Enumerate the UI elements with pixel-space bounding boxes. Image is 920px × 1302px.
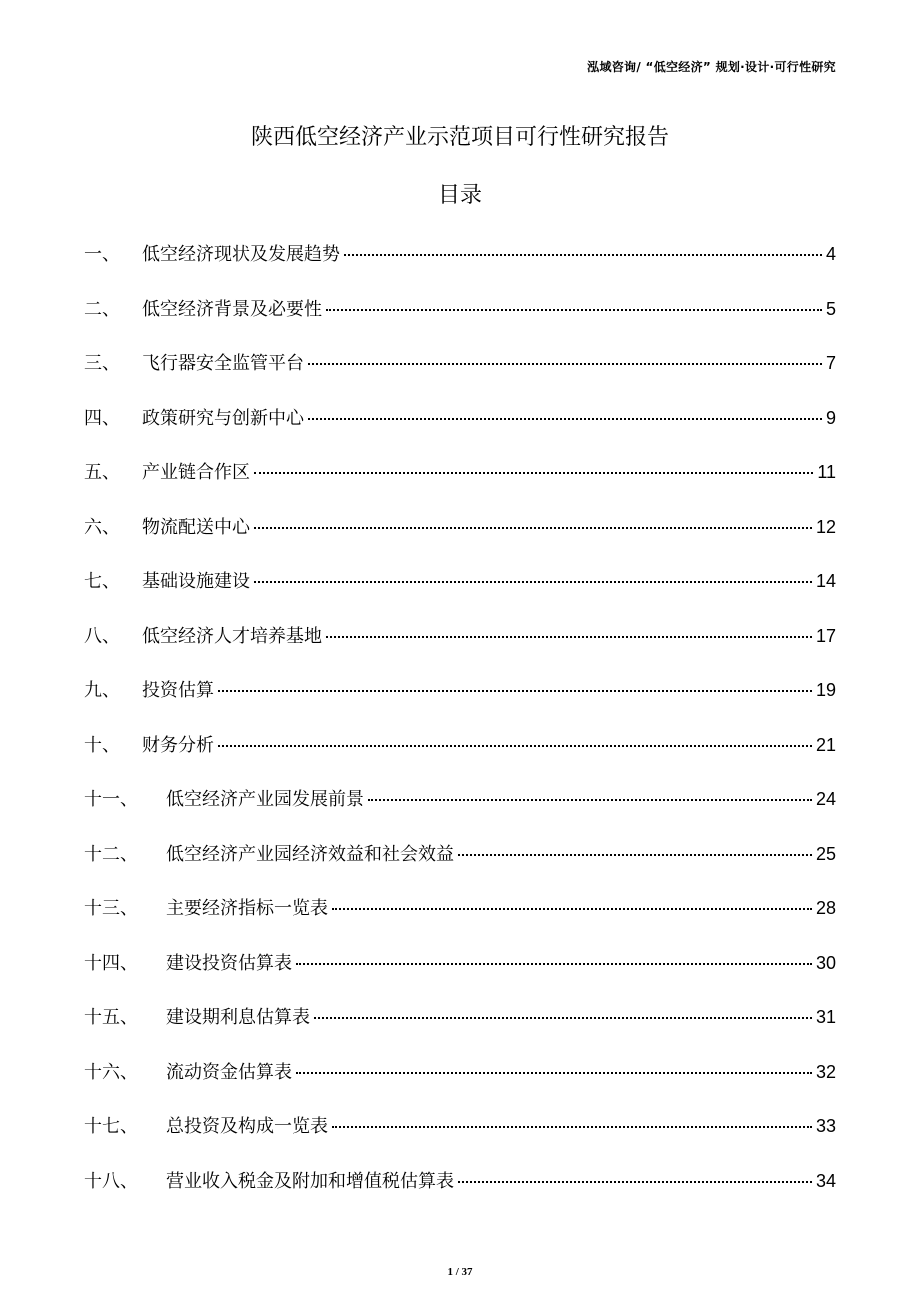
toc-entry-number: 十、 (84, 734, 120, 756)
toc-entry-page-number: 5 (825, 298, 836, 319)
toc-dot-leader (332, 908, 812, 910)
toc-dot-leader (458, 854, 812, 856)
toc-dot-leader (326, 309, 822, 311)
toc-entry-number: 一、 (84, 244, 120, 265)
toc-entry-page-number: 33 (815, 1116, 836, 1136)
toc-entry[interactable] (84, 513, 836, 568)
toc-entry[interactable] (84, 404, 836, 459)
toc-entry-label: 流动资金估算表 (166, 1061, 292, 1083)
toc-entry-number: 十四、 (84, 952, 138, 974)
toc-entry-page-number: 25 (815, 843, 836, 864)
toc-entry-page-number: 17 (815, 625, 836, 646)
toc-entry-page-number: 9 (825, 407, 836, 428)
toc-entry[interactable] (84, 785, 836, 840)
toc-dot-leader (332, 1126, 812, 1128)
toc-dot-leader (218, 690, 812, 692)
toc-entry-label: 低空经济产业园发展前景 (166, 789, 364, 810)
toc-dot-leader (326, 636, 812, 638)
toc-entry[interactable] (84, 567, 836, 622)
toc-entry[interactable] (84, 1112, 836, 1167)
toc-entry-label: 产业链合作区 (142, 462, 250, 483)
toc-entry-page-number: 34 (815, 1170, 836, 1191)
toc-entry-number: 二、 (84, 298, 120, 320)
toc-entry-number: 七、 (84, 571, 120, 592)
toc-entry-label: 低空经济背景及必要性 (142, 298, 322, 320)
toc-dot-leader (296, 1072, 812, 1074)
toc-entry-number: 十六、 (84, 1061, 138, 1083)
toc-entry[interactable] (84, 676, 836, 731)
toc-entry[interactable] (84, 949, 836, 1004)
toc-entry-label: 总投资及构成一览表 (166, 1116, 328, 1137)
toc-entry-label: 物流配送中心 (142, 516, 250, 538)
toc-entry-page-number: 32 (815, 1061, 836, 1082)
toc-entry[interactable] (84, 1167, 836, 1222)
toc-entry-label: 低空经济产业园经济效益和社会效益 (166, 843, 454, 865)
toc-entry-page-number: 28 (815, 898, 836, 918)
toc-entry-label: 低空经济人才培养基地 (142, 625, 322, 647)
toc-entry-number: 十七、 (84, 1116, 138, 1137)
toc-dot-leader (458, 1181, 812, 1183)
toc-dot-leader (368, 799, 812, 801)
toc-entry[interactable] (84, 240, 836, 295)
toc-entry-label: 飞行器安全监管平台 (142, 353, 304, 374)
toc-entry-number: 六、 (84, 516, 120, 538)
toc-entry-label: 基础设施建设 (142, 571, 250, 592)
toc-entry-number: 九、 (84, 680, 120, 701)
toc-entry[interactable] (84, 622, 836, 677)
toc-entry-page-number: 30 (815, 952, 836, 973)
toc-entry-page-number: 21 (815, 734, 836, 755)
table-of-contents (84, 240, 836, 1221)
toc-entry-label: 财务分析 (142, 734, 214, 756)
toc-entry-page-number: 11 (817, 462, 836, 482)
toc-dot-leader (218, 745, 812, 747)
toc-dot-leader (296, 963, 812, 965)
toc-entry-label: 营业收入税金及附加和增值税估算表 (166, 1170, 454, 1192)
toc-dot-leader (254, 472, 813, 474)
toc-entry[interactable] (84, 840, 836, 895)
toc-entry-label: 建设期利息估算表 (166, 1007, 310, 1028)
toc-dot-leader (254, 581, 812, 583)
toc-entry[interactable] (84, 349, 836, 404)
toc-entry-label: 政策研究与创新中心 (142, 407, 304, 429)
toc-entry-label: 建设投资估算表 (166, 952, 292, 974)
toc-dot-leader (314, 1017, 812, 1019)
toc-entry-number: 十一、 (84, 789, 138, 810)
toc-entry-number: 十八、 (84, 1170, 138, 1192)
toc-heading: 目录 (437, 183, 482, 208)
page-header: 泓域咨询/ “低空经济” 规划·设计·可行性研究 (587, 60, 836, 74)
toc-entry-label: 投资估算 (142, 680, 214, 701)
toc-entry-label: 主要经济指标一览表 (166, 898, 328, 919)
toc-dot-leader (254, 527, 812, 529)
page-indicator: 1 / 37 (447, 1266, 473, 1278)
toc-entry-number: 八、 (84, 625, 120, 647)
toc-entry-page-number: 7 (825, 353, 836, 373)
toc-dot-leader (344, 254, 822, 256)
toc-entry-number: 四、 (84, 407, 120, 429)
toc-entry[interactable] (84, 458, 836, 513)
document-title: 陕西低空经济产业示范项目可行性研究报告 (250, 125, 669, 150)
toc-entry-page-number: 4 (825, 244, 836, 264)
toc-entry[interactable] (84, 731, 836, 786)
toc-entry-page-number: 31 (815, 1007, 836, 1027)
toc-entry-page-number: 12 (815, 516, 836, 537)
toc-entry-number: 十五、 (84, 1007, 138, 1028)
toc-entry[interactable] (84, 894, 836, 949)
toc-entry-page-number: 19 (815, 680, 836, 700)
toc-dot-leader (308, 363, 822, 365)
toc-entry-number: 五、 (84, 462, 120, 483)
toc-dot-leader (308, 418, 822, 420)
toc-entry[interactable] (84, 295, 836, 350)
toc-entry-number: 十三、 (84, 898, 138, 919)
toc-entry-label: 低空经济现状及发展趋势 (142, 244, 340, 265)
toc-entry-page-number: 24 (815, 789, 836, 809)
toc-entry-number: 三、 (84, 353, 120, 374)
toc-entry-number: 十二、 (84, 843, 138, 865)
toc-entry-page-number: 14 (815, 571, 836, 591)
toc-entry[interactable] (84, 1058, 836, 1113)
toc-entry[interactable] (84, 1003, 836, 1058)
